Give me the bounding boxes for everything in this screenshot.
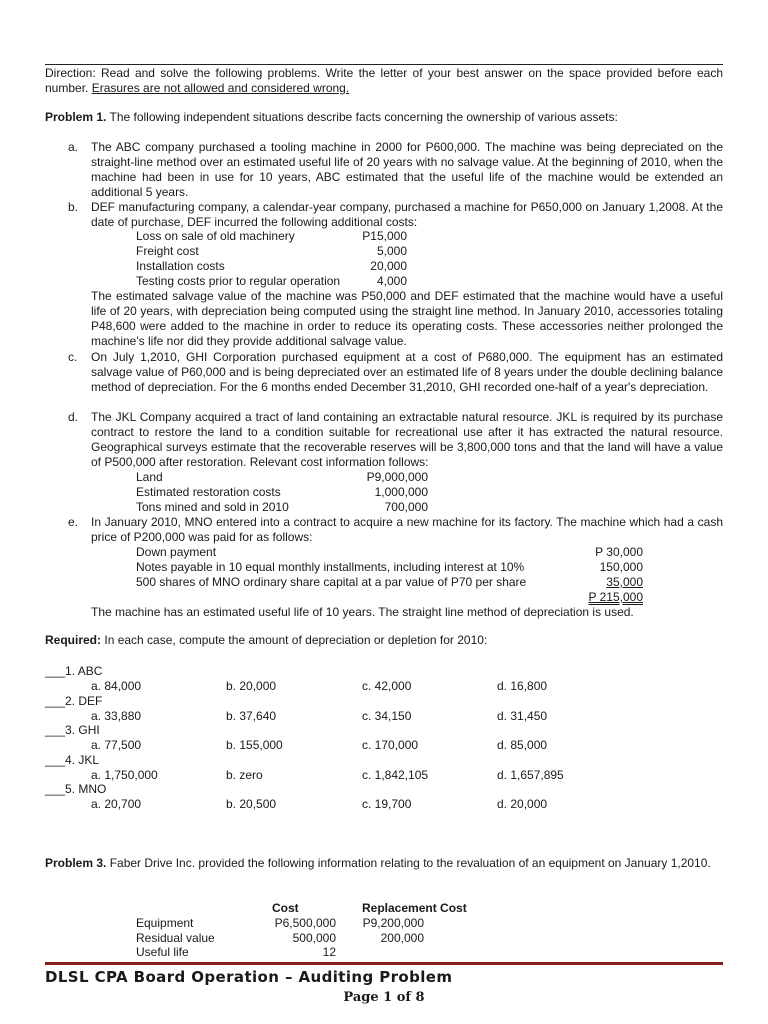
- payment-label: Down payment: [136, 545, 217, 559]
- revaluation-cost: 12: [322, 945, 336, 959]
- cost-label: Estimated restoration costs: [136, 485, 281, 499]
- question-label: ___2. DEF: [45, 694, 103, 708]
- footer-rule: [45, 962, 723, 965]
- revaluation-cost: P6,500,000: [274, 916, 336, 930]
- choice-d: d. 20,000: [497, 797, 548, 811]
- choice-c: c. 42,000: [362, 679, 412, 693]
- revaluation-replacement: P9,200,000: [362, 916, 424, 930]
- cost-value: P15,000: [362, 229, 407, 243]
- item-d-letter: d.: [68, 410, 79, 424]
- choice-c: c. 1,842,105: [362, 768, 429, 782]
- choice-c: c. 19,700: [362, 797, 412, 811]
- cost-label: Testing costs prior to regular operation: [136, 274, 341, 288]
- item-b-text: DEF manufacturing company, a calendar-year company, purchased a machine for P650,000 on January 1,2008. At the date of purchase, DEF incurred the following additional costs:: [91, 200, 723, 229]
- choice-a: a. 33,880: [91, 709, 142, 723]
- problem3-text: Faber Drive Inc. provided the following information relating to the revaluation of an equipment on January 1,2010.: [109, 856, 711, 870]
- question-label: ___5. MNO: [45, 782, 107, 796]
- choice-b: b. 37,640: [226, 709, 277, 723]
- cost-value: P9,000,000: [366, 470, 428, 484]
- required-label: Required:: [45, 633, 102, 647]
- choice-b: b. 20,000: [226, 679, 277, 693]
- item-c-text: On July 1,2010, GHI Corporation purchased equipment at a cost of P680,000. The equipment has an estimated salvage value of P60,000 and is being depreciated over an estimated life of 8 years under the double declining balance method of depreciation. For the 6 months ended December 31,2010, GHI recorded one-half of a year's depreciation.: [91, 350, 723, 394]
- item-a-text: The ABC company purchased a tooling machine in 2000 for P600,000. The machine was being depreciated on the straight-line method over an estimated useful life of 20 years with no salvage value. At the beginning of 2010, when the machine had been in use for 10 years, ABC estimated that the useful life of the machine would be extended an additional 5 years.: [91, 140, 723, 199]
- payment-value: P 30,000: [595, 545, 643, 559]
- problem1-heading: Problem 1.: [45, 110, 107, 124]
- page-number: Page 1 of 8: [343, 990, 425, 1005]
- top-rule: [45, 64, 723, 65]
- cost-value: 700,000: [384, 500, 428, 514]
- cost-label: Loss on sale of old machinery: [136, 229, 295, 243]
- required-text: In each case, compute the amount of depreciation or depletion for 2010:: [104, 633, 488, 647]
- revaluation-label: Residual value: [136, 931, 215, 945]
- cost-label: Land: [136, 470, 163, 484]
- direction-warning: Erasures are not allowed and considered wrong.: [91, 81, 350, 95]
- cost-label: Tons mined and sold in 2010: [136, 500, 289, 514]
- item-e-text: In January 2010, MNO entered into a contract to acquire a new machine for its factory. The machine which had a cash price of P200,000 was paid for as follows:: [91, 515, 723, 544]
- cost-value: 20,000: [370, 259, 407, 273]
- problem1-intro: The following independent situations describe facts concerning the ownership of various assets:: [109, 110, 618, 124]
- revaluation-label: Equipment: [136, 916, 194, 930]
- choice-d: d. 1,657,895: [497, 768, 564, 782]
- choice-b: b. zero: [226, 768, 263, 782]
- choice-b: b. 155,000: [226, 738, 283, 752]
- cost-label: Freight cost: [136, 244, 199, 258]
- col-replacement-header: Replacement Cost: [362, 901, 467, 915]
- cost-value: 1,000,000: [374, 485, 428, 499]
- direction-paragraph: [45, 66, 723, 96]
- payment-value: 35,000: [606, 575, 643, 589]
- item-b-text2: The estimated salvage value of the machine was P50,000 and DEF estimated that the machine would have a useful life of 20 years, with depreciation being computed using the straight line method. In January 2010, accessories totaling P48,600 were added to the machine in order to reduce its operating costs. These accessories neither prolonged the machine's life nor did they provide additional salvage value.: [91, 289, 723, 348]
- choice-c: c. 170,000: [362, 738, 419, 752]
- item-a-letter: a.: [68, 140, 79, 154]
- question-label: ___1. ABC: [45, 664, 103, 678]
- choice-b: b. 20,500: [226, 797, 277, 811]
- payment-label: 500 shares of MNO ordinary share capital at a par value of P70 per share: [136, 575, 527, 589]
- choice-d: d. 16,800: [497, 679, 548, 693]
- problem1-title: [45, 110, 618, 124]
- item-e-text2: The machine has an estimated useful life of 10 years. The straight line method of depreciation is used.: [91, 605, 634, 619]
- question-label: ___3. GHI: [45, 723, 100, 737]
- problem3-paragraph: [45, 856, 723, 871]
- footer-title: DLSL CPA Board Operation – Auditing Problem: [45, 968, 453, 986]
- item-c-letter: c.: [68, 350, 78, 364]
- payment-value: 150,000: [599, 560, 643, 574]
- choice-d: d. 85,000: [497, 738, 548, 752]
- choice-a: a. 20,700: [91, 797, 142, 811]
- revaluation-label: Useful life: [136, 945, 189, 959]
- col-cost-header: Cost: [272, 901, 299, 915]
- choice-a: a. 77,500: [91, 738, 142, 752]
- payment-label: Notes payable in 10 equal monthly installments, including interest at 10%: [136, 560, 525, 574]
- item-b-letter: b.: [68, 200, 79, 214]
- problem3-heading: Problem 3.: [45, 856, 107, 870]
- required-line: [45, 633, 487, 647]
- cost-label: Installation costs: [136, 259, 225, 273]
- choice-a: a. 84,000: [91, 679, 142, 693]
- question-label: ___4. JKL: [45, 753, 100, 767]
- direction-text: Direction: Read and solve the following problems. Write the letter of your best answer on the space provided before each number.: [45, 66, 723, 95]
- choice-a: a. 1,750,000: [91, 768, 158, 782]
- cost-value: 4,000: [376, 274, 407, 288]
- revaluation-cost: 500,000: [292, 931, 336, 945]
- choice-c: c. 34,150: [362, 709, 412, 723]
- cost-value: 5,000: [376, 244, 407, 258]
- revaluation-replacement: 200,000: [380, 931, 424, 945]
- payment-total: P 215,000: [588, 590, 643, 604]
- item-d-text: The JKL Company acquired a tract of land containing an extractable natural resource. JKL is required by its purchase contract to restore the land to a condition suitable for recreational use after it has extracted the natural resource. Geographical surveys estimate that the recoverable reserves will be 3,800,000 tons and that the land will have a value of P500,000 after restoration. Relevant cost information follows:: [91, 410, 723, 469]
- item-e-letter: e.: [68, 515, 79, 529]
- choice-d: d. 31,450: [497, 709, 548, 723]
